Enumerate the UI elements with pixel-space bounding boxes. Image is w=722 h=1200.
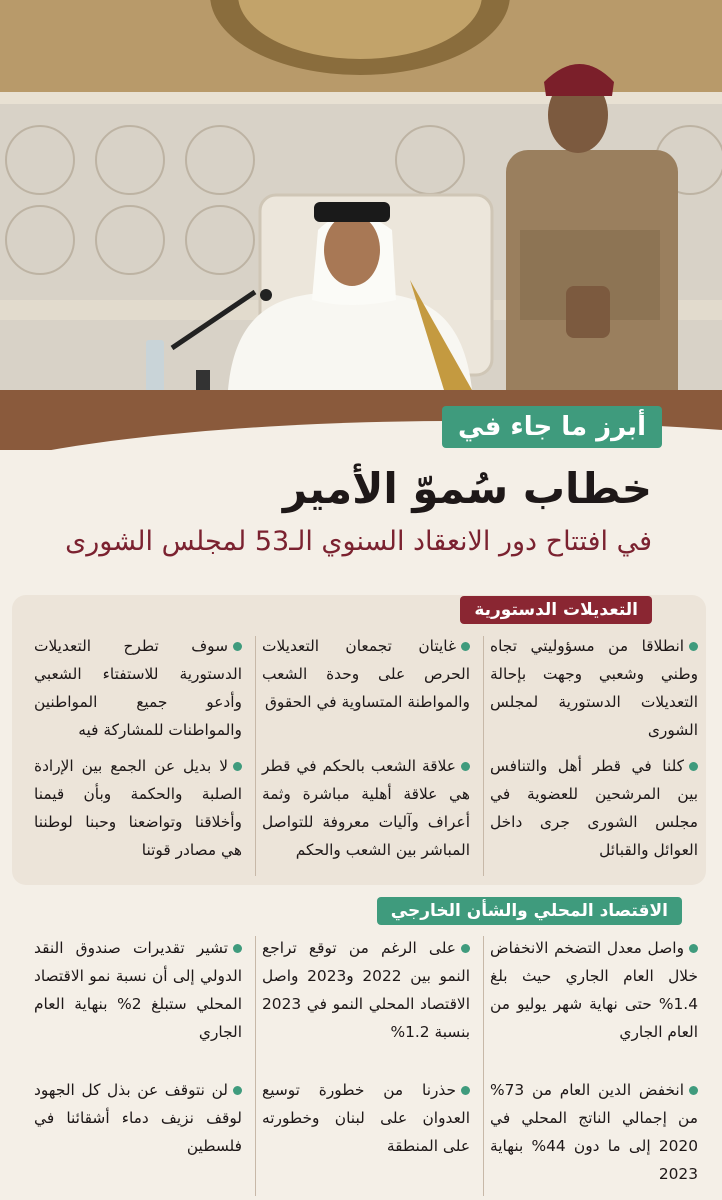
bullet-icon <box>233 642 242 651</box>
bullet-icon <box>233 1086 242 1095</box>
bullet-icon <box>689 1086 698 1095</box>
bullet-icon <box>689 642 698 651</box>
bullet-icon <box>233 762 242 771</box>
page-title: خطاب سُموّ الأمير <box>282 464 652 513</box>
bullet-icon <box>461 642 470 651</box>
bullet-icon <box>233 944 242 953</box>
list-item: انخفض الدين العام من 73% من إجمالي الناتج المحلي في 2020 إلى ما دون 44% بنهاية 2023 <box>490 1081 699 1183</box>
header-photo <box>0 0 722 450</box>
column-divider <box>483 936 484 1196</box>
list-item: سوف تطرح التعديلات الدستورية للاستفتاء الشعبي وأدعو جميع المواطنين والمواطنات للمشاركة فيه <box>34 637 242 739</box>
page-subtitle: في افتتاح دور الانعقاد السنوي الـ53 لمجلس الشورى <box>65 526 652 557</box>
list-item: علاقة الشعب بالحكم في قطر هي علاقة أهلية مباشرة وثمة أعراف وآليات معروفة للتواصل المباشر بين الشعب والحكم <box>262 757 470 859</box>
list-item: لن نتوقف عن بذل كل الجهود لوقف نزيف دماء أشقائنا في فلسطين <box>34 1081 242 1155</box>
list-item: لا بديل عن الجمع بين الإرادة الصلبة والحكمة وبأن قيمنا وأخلاقنا وتواضعنا وحبنا لوطننا هي مصادر قوتنا <box>34 757 242 859</box>
highlights-tag: أبرز ما جاء في <box>442 406 662 448</box>
main-content <box>0 400 722 1200</box>
column-divider <box>255 936 256 1196</box>
column-divider <box>255 636 256 876</box>
list-item: انطلاقا من مسؤوليتي تجاه وطني وشعبي وجهت بإحالة التعديلات الدستورية لمجلس الشورى <box>490 637 698 739</box>
list-item: حذرنا من خطورة توسيع العدوان على لبنان وخطورته على المنطقة <box>262 1081 470 1155</box>
bullet-icon <box>461 944 470 953</box>
list-item: واصل معدل التضخم الانخفاض خلال العام الجاري حيث بلغ 1.4% حتى نهاية شهر يوليو من العام الجاري <box>490 939 698 1041</box>
list-item: غايتان تجمعان التعديلات الحرص على وحدة الشعب والمواطنة المتساوية في الحقوق <box>262 637 470 711</box>
list-item: تشير تقديرات صندوق النقد الدولي إلى أن نسبة نمو الاقتصاد المحلي ستبلغ 2% بنهاية العام الجاري <box>34 939 242 1041</box>
bullet-icon <box>461 762 470 771</box>
section-heading-constitution: التعديلات الدستورية <box>460 596 652 624</box>
list-item: على الرغم من توقع تراجع النمو بين 2022 و2023 واصل الاقتصاد المحلي النمو في 2023 بنسبة 1.2% <box>262 939 471 1041</box>
column-divider <box>483 636 484 876</box>
list-item: كلنا في قطر أهل والتنافس بين المرشحين للعضوية في مجلس الشورى جرى داخل العوائل والقبائل <box>490 757 698 859</box>
section-heading-economy: الاقتصاد المحلي والشأن الخارجي <box>377 897 682 925</box>
bullet-icon <box>689 762 698 771</box>
bullet-icon <box>461 1086 470 1095</box>
bullet-icon <box>689 944 698 953</box>
